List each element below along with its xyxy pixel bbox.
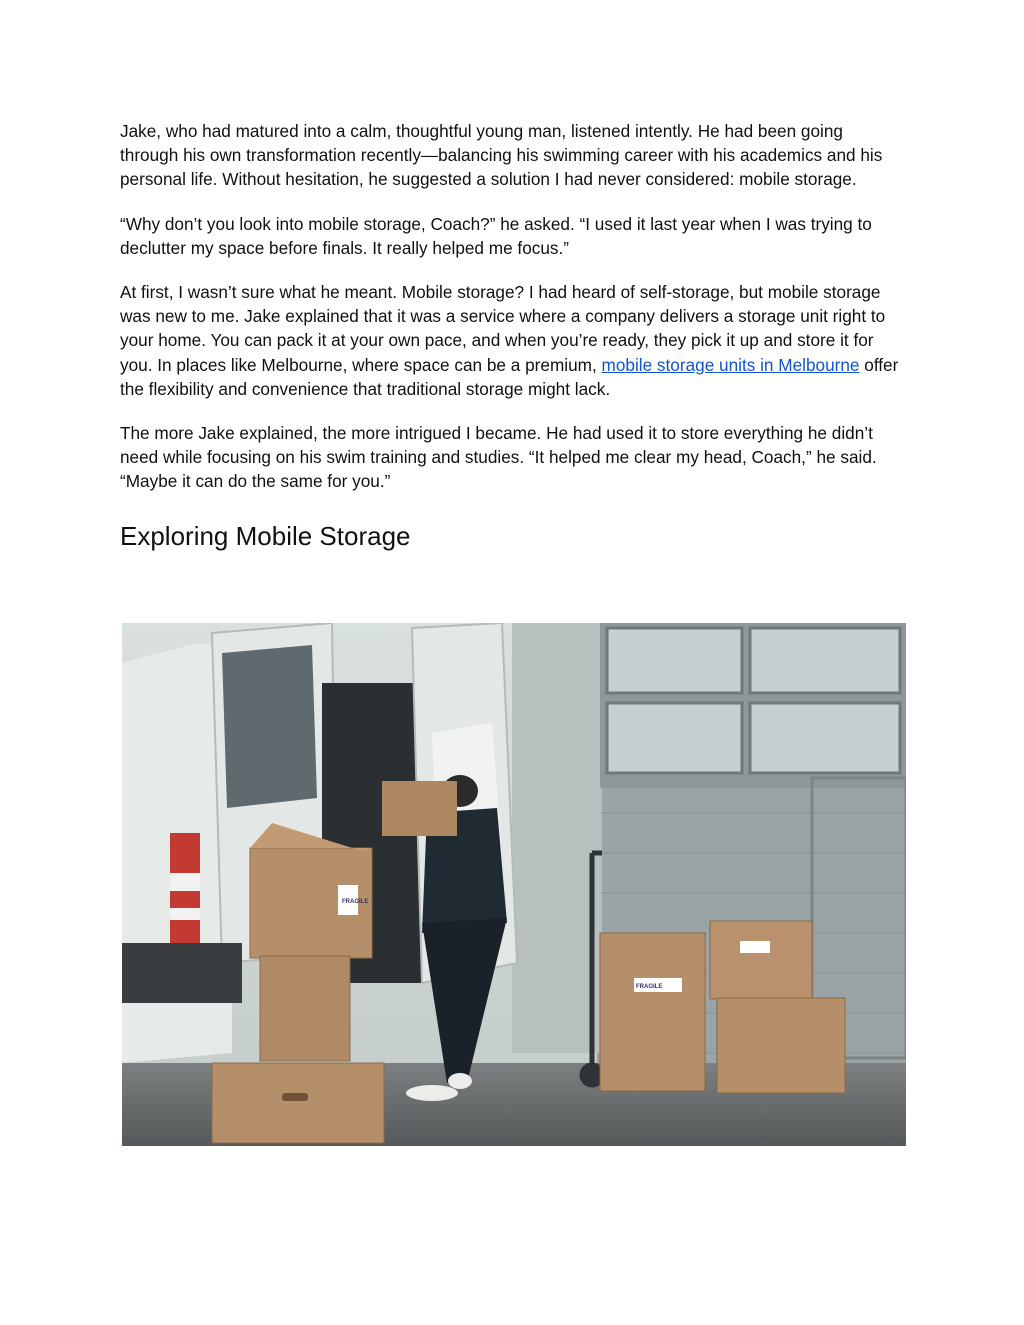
- box-fragile-label-right: FRAGILE: [636, 984, 663, 990]
- box-stack-right: [600, 921, 845, 1093]
- moving-photo: [122, 623, 906, 1146]
- paragraph-2: “Why don’t you look into mobile storage, Coach?” he asked. “I used it last year when I was trying to declutter my space before finals. It really helped me focus.”: [120, 213, 872, 258]
- paragraph-1: Jake, who had matured into a calm, thoughtful young man, listened intently. He had been going through his own transformation recently—balancing his swimming career with his academics and his personal life. Without hesitation, he suggested a solution I had never considered: mobile storage.: [120, 121, 883, 190]
- held-box: [382, 781, 457, 836]
- section-heading: Exploring Mobile Storage: [120, 520, 411, 551]
- paragraph-3-text-b: offer the flexibility and convenience that traditional storage might lack.: [120, 354, 899, 399]
- paragraph-4: The more Jake explained, the more intrigued I became. He had used it to store everything he didn’t need while focusing on his swim training and studies. “It helped me clear my head, Coach,” he said. “Maybe it can do the same for you.”: [120, 423, 877, 492]
- document-body: [120, 119, 906, 574]
- box-fragile-label: FRAGILE: [342, 899, 369, 905]
- mobile-storage-link[interactable]: mobile storage units in Melbourne: [601, 354, 860, 375]
- paragraph-3: [120, 280, 906, 401]
- paragraph-3-text-a: At first, I wasn’t sure what he meant. Mobile storage? I had heard of self-storage, but mobile storage was new to me. Jake explained that it was a service where a company delivers a storage unit right to your home. You can pack it at your own pace, and when you’re ready, they pick it up and store it for you. In places like Melbourne, where space can be a premium,: [120, 282, 886, 375]
